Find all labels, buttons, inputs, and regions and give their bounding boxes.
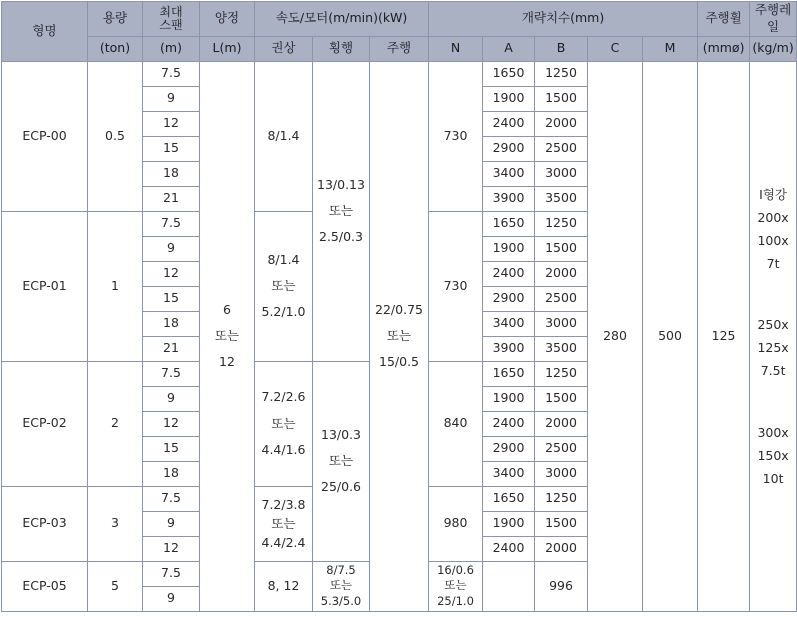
lift-value: 6 또는 12 bbox=[200, 61, 255, 611]
header-dims-group: 개략치수(mm) bbox=[429, 2, 698, 37]
span-value: 9 bbox=[143, 511, 200, 536]
dim-a-value: 2400 bbox=[483, 411, 535, 436]
dim-b-value: 1500 bbox=[535, 386, 588, 411]
span-value: 9 bbox=[143, 586, 200, 611]
dim-c-value: 280 bbox=[588, 61, 643, 611]
dim-b-value: 3500 bbox=[535, 336, 588, 361]
span-value: 7.5 bbox=[143, 211, 200, 236]
dim-a-value: 1900 bbox=[483, 236, 535, 261]
dim-a-value: 3900 bbox=[483, 186, 535, 211]
header-speed-group: 속도/모터(m/min)(kW) bbox=[255, 2, 429, 37]
traverse-speed: 16/0.6 또는 25/1.0 bbox=[429, 561, 483, 611]
traverse-speed: 13/0.13 또는 2.5/0.3 bbox=[313, 61, 370, 361]
span-value: 12 bbox=[143, 111, 200, 136]
dim-b-value: 1500 bbox=[535, 236, 588, 261]
travel-speed: 22/0.75 또는 15/0.5 bbox=[370, 61, 429, 611]
hoist-speed: 7.2/3.8 또는 4.4/2.4 bbox=[255, 486, 313, 561]
lift-value: 8, 12 bbox=[255, 561, 313, 611]
span-value: 15 bbox=[143, 286, 200, 311]
capacity-value: 0.5 bbox=[88, 61, 143, 211]
header-capacity-unit: (ton) bbox=[88, 36, 143, 61]
dim-a-value: 1650 bbox=[483, 211, 535, 236]
dim-b-value: 3000 bbox=[535, 311, 588, 336]
dim-a-value: 2900 bbox=[483, 136, 535, 161]
dim-b-value: 2500 bbox=[535, 136, 588, 161]
dim-b-value: 3000 bbox=[535, 461, 588, 486]
dim-b-value: 1500 bbox=[535, 511, 588, 536]
dim-b-value: 2500 bbox=[535, 286, 588, 311]
dim-a-value: 1900 bbox=[483, 86, 535, 111]
crane-spec-table bbox=[1, 1, 797, 612]
dim-b-value: 2000 bbox=[535, 411, 588, 436]
header-wheel-unit: (mmø) bbox=[698, 36, 750, 61]
dim-a-value: 2400 bbox=[483, 536, 535, 561]
dim-n-value: 840 bbox=[429, 361, 483, 486]
hoist-speed: 8/1.4 또는 5.2/1.0 bbox=[255, 211, 313, 361]
dim-a-value: 3900 bbox=[483, 336, 535, 361]
span-value: 21 bbox=[143, 336, 200, 361]
dim-b-value: 3500 bbox=[535, 186, 588, 211]
dim-b-value: 1250 bbox=[535, 61, 588, 86]
dim-b-value: 2000 bbox=[535, 111, 588, 136]
header-lift-unit: L(m) bbox=[200, 36, 255, 61]
dim-b-value: 1250 bbox=[535, 211, 588, 236]
span-value: 7.5 bbox=[143, 61, 200, 86]
dim-n-value: 980 bbox=[429, 486, 483, 561]
span-value: 7.5 bbox=[143, 361, 200, 386]
capacity-value: 5 bbox=[88, 561, 143, 611]
header-rail: 주행레일 bbox=[750, 2, 797, 37]
span-value: 9 bbox=[143, 236, 200, 261]
dim-b-value: 2000 bbox=[535, 261, 588, 286]
dim-a-value: 2400 bbox=[483, 261, 535, 286]
span-value: 9 bbox=[143, 386, 200, 411]
model-name: ECP-05 bbox=[2, 561, 88, 611]
span-value: 12 bbox=[143, 261, 200, 286]
dim-n-value: 730 bbox=[429, 61, 483, 211]
hoist-speed: 7.2/2.6 또는 4.4/1.6 bbox=[255, 361, 313, 486]
dim-b-value: 2000 bbox=[535, 536, 588, 561]
dim-a-value: 1650 bbox=[483, 486, 535, 511]
model-name: ECP-01 bbox=[2, 211, 88, 361]
capacity-value: 3 bbox=[88, 486, 143, 561]
dim-b-value: 1250 bbox=[535, 361, 588, 386]
header-dim-b: B bbox=[535, 36, 588, 61]
header-span-unit: (m) bbox=[143, 36, 200, 61]
dim-n-value: 730 bbox=[429, 211, 483, 361]
span-value: 18 bbox=[143, 161, 200, 186]
dim-a-value: 3400 bbox=[483, 161, 535, 186]
header-speed-hoist: 권상 bbox=[255, 36, 313, 61]
model-name: ECP-00 bbox=[2, 61, 88, 211]
span-value: 7.5 bbox=[143, 561, 200, 586]
header-lift: 양정 bbox=[200, 2, 255, 37]
span-value: 15 bbox=[143, 436, 200, 461]
dim-a-value: 2900 bbox=[483, 286, 535, 311]
span-value: 12 bbox=[143, 411, 200, 436]
capacity-value: 2 bbox=[88, 361, 143, 486]
rail-value: I형강 200x 100x 7t 250x 125x 7.5t 300x 150x 10t bbox=[750, 61, 797, 611]
table-row bbox=[2, 61, 797, 86]
wheel-value: 125 bbox=[698, 61, 750, 611]
hoist-speed: 8/7.5 또는 5.3/5.0 bbox=[313, 561, 370, 611]
header-dim-a: A bbox=[483, 36, 535, 61]
span-value: 21 bbox=[143, 186, 200, 211]
header-wheel: 주행휠 bbox=[698, 2, 750, 37]
header-dim-m: M bbox=[643, 36, 698, 61]
dim-a-value: 2400 bbox=[483, 111, 535, 136]
header-speed-travel: 주행 bbox=[370, 36, 429, 61]
dim-a-value: 1650 bbox=[483, 361, 535, 386]
span-value: 9 bbox=[143, 86, 200, 111]
header-speed-traverse: 횡행 bbox=[313, 36, 370, 61]
hoist-speed: 8/1.4 bbox=[255, 61, 313, 211]
header-dim-c: C bbox=[588, 36, 643, 61]
header-capacity: 용량 bbox=[88, 2, 143, 37]
travel-speed bbox=[483, 561, 535, 611]
dim-m-value: 500 bbox=[643, 61, 698, 611]
dim-b-value: 1500 bbox=[535, 86, 588, 111]
dim-a-value: 1650 bbox=[483, 61, 535, 86]
span-value: 7.5 bbox=[143, 486, 200, 511]
span-value: 12 bbox=[143, 536, 200, 561]
span-value: 15 bbox=[143, 136, 200, 161]
header-rail-unit: (kg/m) bbox=[750, 36, 797, 61]
header-dim-n: N bbox=[429, 36, 483, 61]
header-span: 최대 스팬 bbox=[143, 2, 200, 37]
dim-b-value: 2500 bbox=[535, 436, 588, 461]
span-value: 18 bbox=[143, 311, 200, 336]
dim-b-value: 3000 bbox=[535, 161, 588, 186]
span-value: 18 bbox=[143, 461, 200, 486]
model-name: ECP-03 bbox=[2, 486, 88, 561]
dim-n-value: 996 bbox=[535, 561, 588, 611]
dim-a-value: 1900 bbox=[483, 386, 535, 411]
dim-a-value: 2900 bbox=[483, 436, 535, 461]
dim-b-value: 1250 bbox=[535, 486, 588, 511]
traverse-speed: 13/0.3 또는 25/0.6 bbox=[313, 361, 370, 561]
dim-a-value: 3400 bbox=[483, 311, 535, 336]
model-name: ECP-02 bbox=[2, 361, 88, 486]
header-model: 형명 bbox=[2, 2, 88, 62]
dim-a-value: 3400 bbox=[483, 461, 535, 486]
dim-a-value: 1900 bbox=[483, 511, 535, 536]
capacity-value: 1 bbox=[88, 211, 143, 361]
